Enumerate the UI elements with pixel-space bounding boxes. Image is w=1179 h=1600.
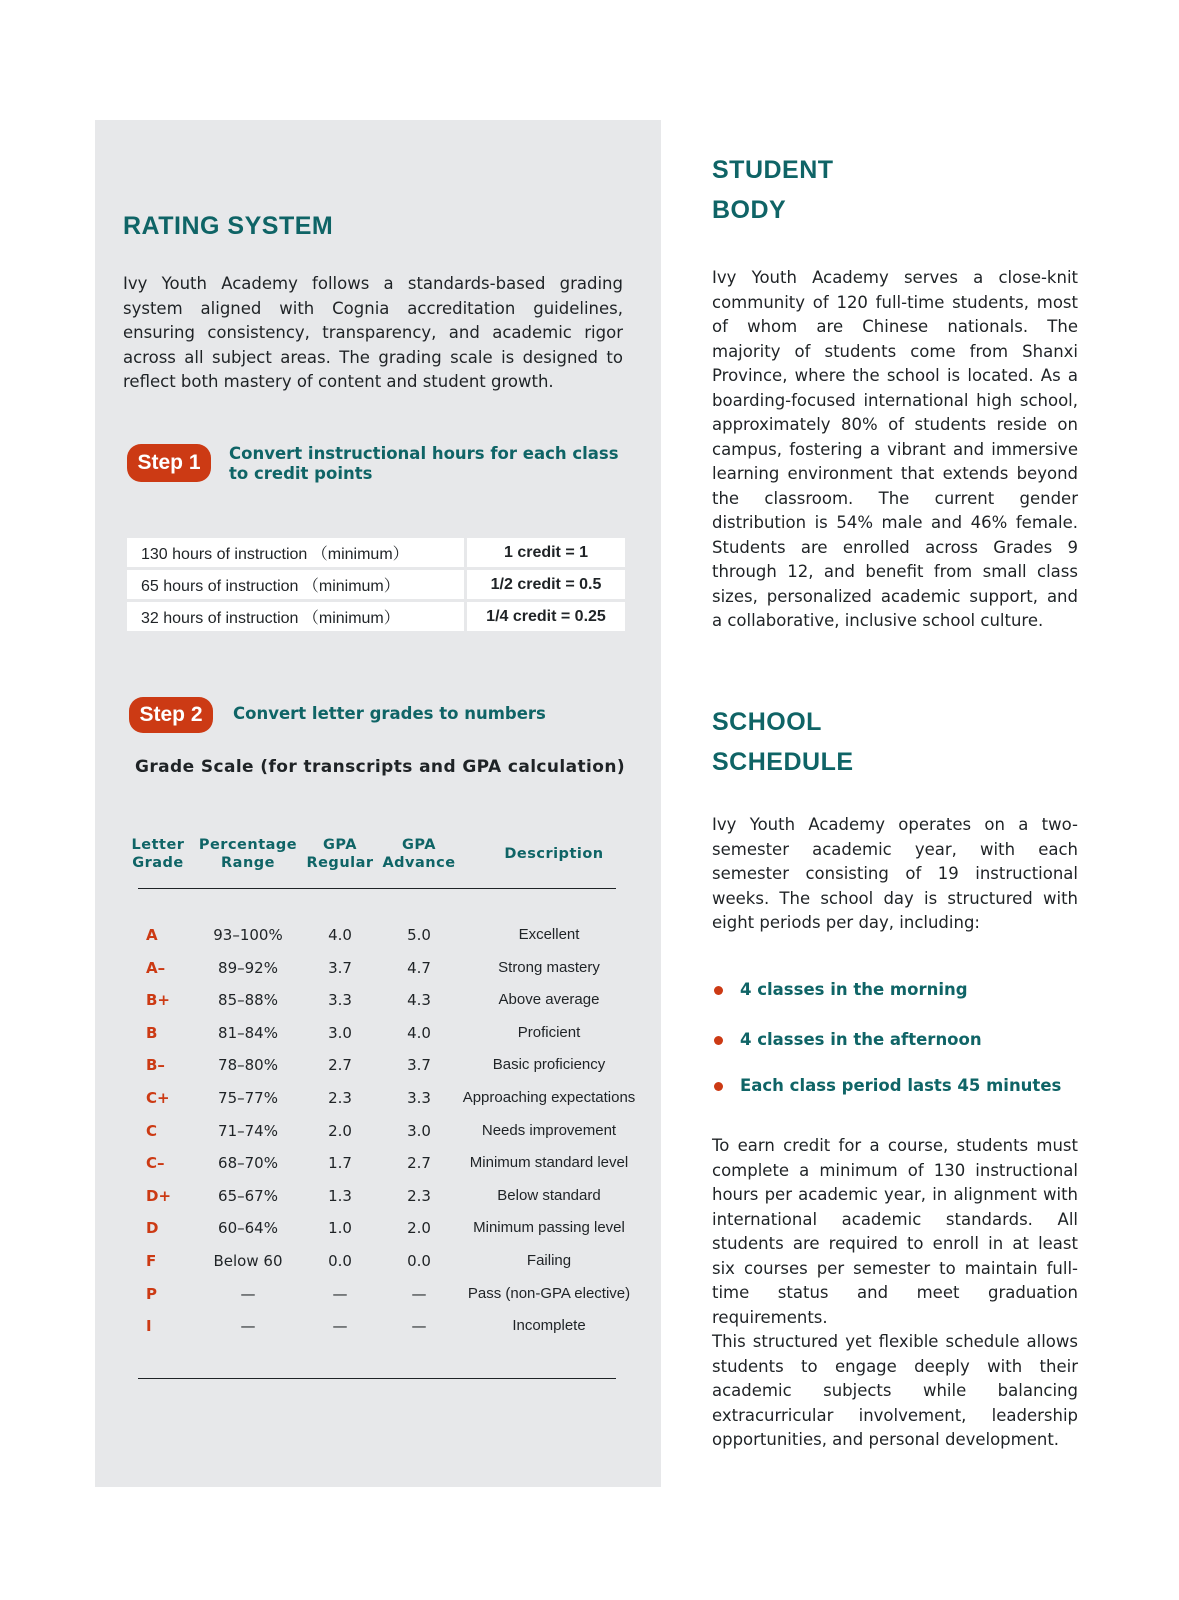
header-gpa-regular	[304, 836, 376, 872]
grade-gpa-regular: 1.0	[328, 1219, 352, 1238]
hours-cell: 130 hours of instruction （minimum）	[127, 538, 464, 567]
grade-row	[0, 1219, 661, 1252]
bullet-text: 4 classes in the morning	[740, 980, 968, 999]
grade-description: Basic proficiency	[492, 1056, 606, 1074]
hours-cell: 65 hours of instruction （minimum）	[127, 570, 464, 599]
grade-range: 78–80%	[218, 1056, 278, 1075]
header-line: Letter	[131, 837, 185, 853]
grade-letter: A	[146, 926, 158, 944]
grade-letter: P	[146, 1284, 157, 1303]
grade-description: Above average	[498, 991, 600, 1009]
rating-heading: RATING SYSTEM	[123, 212, 334, 240]
header-line: GPA	[402, 837, 436, 853]
header-gpa-advance	[381, 836, 457, 872]
grade-description: Excellent	[518, 926, 580, 943]
grade-gpa-regular: —	[332, 1284, 348, 1303]
header-percentage-range	[196, 836, 300, 872]
grade-letter: B–	[146, 1056, 165, 1075]
grade-range: Below 60	[213, 1251, 283, 1270]
grade-gpa-regular: 0.0	[328, 1251, 352, 1270]
schedule-intro: Ivy Youth Academy operates on a two-semester academic year, with each semester consisting of 19 instructional weeks. The school day is structured with eight periods per day, including:	[712, 815, 1078, 932]
grade-row	[0, 1187, 661, 1220]
grade-gpa-advance: 2.3	[407, 1186, 431, 1205]
grade-gpa-regular: 4.0	[328, 926, 352, 944]
table-top-rule	[138, 888, 616, 889]
bullet-text: 4 classes in the afternoon	[740, 1030, 982, 1049]
grade-gpa-advance: —	[411, 1284, 427, 1303]
grade-description: Incomplete	[512, 1317, 586, 1335]
grade-gpa-regular: —	[332, 1317, 348, 1336]
table-row	[127, 570, 625, 599]
grade-gpa-advance: —	[411, 1317, 427, 1336]
grade-description: Strong mastery	[498, 958, 600, 976]
grade-range: 60–64%	[218, 1219, 278, 1238]
grade-letter: D	[146, 1219, 159, 1238]
grade-description: Proficient	[517, 1023, 581, 1041]
schedule-credit-text: To earn credit for a course, students must complete a minimum of 130 instructional hours per academic year, in alignment with international academic standards. All students are required to enroll in at least six courses per semester to maintain full-time status and meet graduation requirements.	[712, 1136, 1078, 1327]
step1-badge: Step 1	[127, 444, 211, 482]
grade-range: 71–74%	[218, 1121, 278, 1140]
grade-table	[0, 926, 661, 1350]
hours-cell: 32 hours of instruction （minimum）	[127, 602, 464, 631]
grade-gpa-advance: 2.7	[407, 1154, 431, 1173]
table-row	[127, 602, 625, 631]
grade-range: 81–84%	[218, 1023, 278, 1042]
grade-range: 68–70%	[218, 1154, 278, 1173]
grade-description: Minimum standard level	[469, 1154, 629, 1172]
grade-letter: D+	[146, 1186, 172, 1205]
grade-row	[0, 1252, 661, 1285]
table-row	[127, 538, 625, 567]
header-line: GPA	[323, 837, 357, 853]
heading-line: BODY	[712, 196, 787, 224]
grade-row	[0, 1089, 661, 1122]
grade-row	[0, 1122, 661, 1155]
credit-cell: 1/2 credit = 0.5	[467, 570, 625, 599]
school-schedule-heading	[712, 702, 854, 782]
grade-description: Needs improvement	[481, 1121, 617, 1139]
grade-description: Failing	[526, 1251, 572, 1269]
grade-row	[0, 991, 661, 1024]
bullet-dot-icon	[714, 1082, 723, 1091]
grade-range: 93–100%	[213, 926, 283, 944]
bullet-dot-icon	[714, 1036, 723, 1045]
grade-gpa-advance: 3.7	[407, 1056, 431, 1075]
grade-letter: I	[146, 1317, 152, 1336]
bullet-dot-icon	[714, 986, 723, 995]
heading-line: SCHEDULE	[712, 748, 854, 776]
step1-text: Convert instructional hours for each class to credit points	[229, 444, 619, 483]
grade-letter: C+	[146, 1088, 170, 1107]
schedule-closing-text: This structured yet flexible schedule allows students to engage deeply with their academic subjects while balancing extracurricular involvement, leadership opportunities, and personal development.	[712, 1332, 1078, 1449]
grade-gpa-advance: 4.0	[407, 1023, 431, 1042]
grade-gpa-regular: 3.3	[328, 991, 352, 1010]
grade-letter: B+	[146, 991, 171, 1010]
grade-gpa-advance: 0.0	[407, 1251, 431, 1270]
step2-text: Convert letter grades to numbers	[233, 704, 546, 723]
grade-gpa-regular: 2.0	[328, 1121, 352, 1140]
grade-gpa-regular: 2.7	[328, 1056, 352, 1075]
grade-gpa-regular: 1.7	[328, 1154, 352, 1173]
table-bottom-rule	[138, 1378, 616, 1379]
grade-description: Pass (non-GPA elective)	[467, 1284, 631, 1302]
grade-row	[0, 1056, 661, 1089]
student-body-text: Ivy Youth Academy serves a close-knit community of 120 full-time students, most of whom are Chinese nationals. The majority of students come from Shanxi Province, where the school is located. As a boarding-focused international high school, approximately 80% of students reside on campus, fostering a vibrant and immersive learning environment that extends beyond the classroom. The current gender distribution is 54% male and 46% female. Students are enrolled across Grades 9 through 12, and benefit from small class sizes, personalized academic support, and a collaborative, inclusive school culture.	[712, 268, 1078, 630]
header-line: Grade	[132, 855, 184, 871]
header-letter-grade	[126, 836, 190, 872]
heading-line: STUDENT	[712, 156, 834, 184]
grade-row	[0, 1317, 661, 1350]
grade-letter: B	[146, 1023, 158, 1042]
rating-intro: Ivy Youth Academy follows a standards-based grading system aligned with Cognia accreditation guidelines, ensuring consistency, transparency, and academic rigor across all subject areas. The grading scale is designed to reflect both mastery of content and student growth.	[123, 274, 623, 391]
grade-gpa-advance: 4.3	[407, 991, 431, 1010]
grade-range: —	[240, 1284, 256, 1303]
grade-row	[0, 1285, 661, 1318]
grade-letter: A–	[146, 958, 166, 977]
credit-table	[124, 535, 628, 634]
grade-letter: F	[146, 1251, 157, 1270]
grade-row	[0, 959, 661, 992]
grade-letter: C–	[146, 1154, 165, 1173]
header-line: Range	[221, 855, 275, 871]
heading-line: SCHOOL	[712, 708, 822, 736]
grade-description: Approaching expectations	[462, 1088, 636, 1106]
grade-row	[0, 1154, 661, 1187]
header-line: Percentage	[198, 837, 298, 853]
grade-gpa-regular: 3.0	[328, 1023, 352, 1042]
header-description: Description	[504, 846, 604, 862]
grade-gpa-regular: 1.3	[328, 1186, 352, 1205]
grade-gpa-regular: 2.3	[328, 1088, 352, 1107]
grade-range: 85–88%	[218, 991, 278, 1010]
grade-row	[0, 1024, 661, 1057]
step2-badge: Step 2	[129, 697, 213, 733]
grade-range: 89–92%	[218, 958, 278, 977]
grade-gpa-advance: 4.7	[407, 958, 431, 977]
grade-gpa-advance: 2.0	[407, 1219, 431, 1238]
grade-range: —	[240, 1317, 256, 1336]
header-line: Regular	[306, 855, 374, 871]
grade-description: Minimum passing level	[473, 1219, 625, 1237]
header-line: Advance	[382, 855, 456, 871]
grade-scale-title: Grade Scale (for transcripts and GPA calculation)	[135, 757, 626, 777]
credit-cell: 1 credit = 1	[467, 538, 625, 567]
grade-gpa-regular: 3.7	[328, 958, 352, 977]
grade-gpa-advance: 3.0	[407, 1121, 431, 1140]
grade-range: 65–67%	[218, 1186, 278, 1205]
bullet-text: Each class period lasts 45 minutes	[740, 1076, 1062, 1095]
grade-gpa-advance: 5.0	[407, 926, 431, 944]
grade-range: 75–77%	[218, 1088, 278, 1107]
credit-cell: 1/4 credit = 0.25	[467, 602, 625, 631]
grade-letter: C	[146, 1121, 158, 1140]
grade-gpa-advance: 3.3	[407, 1088, 431, 1107]
student-body-heading	[712, 150, 834, 230]
grade-description: Below standard	[497, 1186, 601, 1204]
grade-row	[0, 926, 661, 959]
